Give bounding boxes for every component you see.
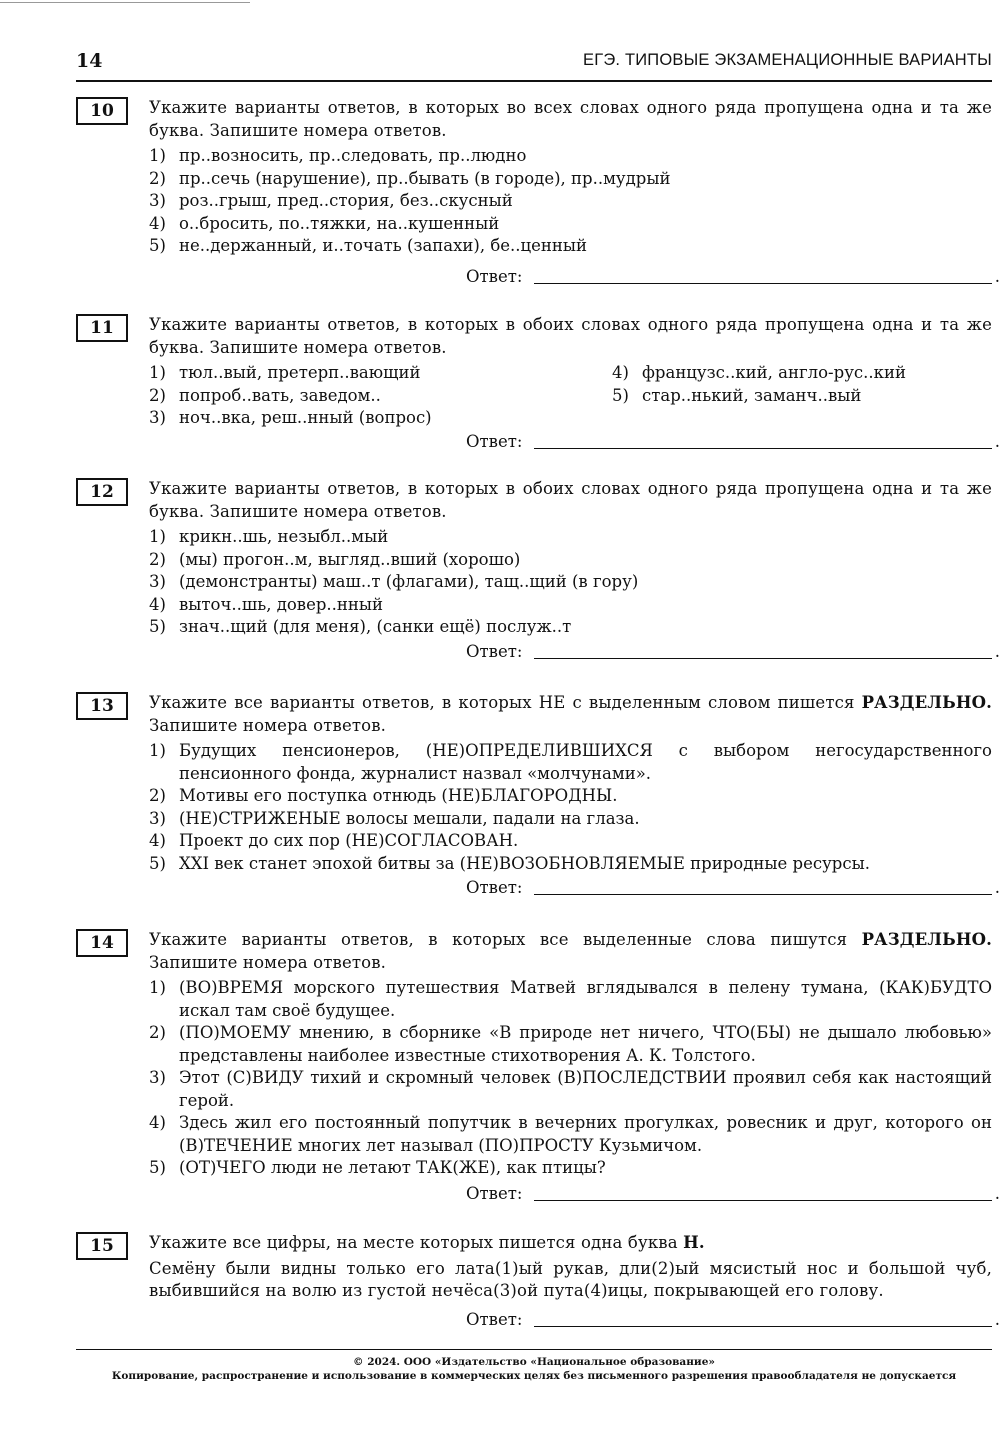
answer-label: Ответ:: [466, 1310, 523, 1329]
task-body: [149, 692, 992, 875]
task-number-box: 13: [76, 692, 128, 720]
answer-option: 5) стар..нький, заманч..вый: [612, 385, 862, 405]
task-text: Семёну были видны только его лата(1)ый рукав, дли(2)ый мясистый нос и большой чуб, выбившийся на волю из густой нечёса(3)ой пута(4)ицы, покрывающей его голову.: [149, 1258, 992, 1300]
footer-divider: [76, 1349, 992, 1350]
task-instruction: Укажите варианты ответов, в которых в обоих словах одного ряда пропущена одна и та же буква. Запишите номера ответов.: [149, 479, 992, 521]
page-header: [76, 50, 992, 82]
answer-option: 4) выточ..шь, довер..нный: [149, 594, 384, 614]
answer-option: 2) (ПО)МОЕМУ мнению, в сборнике «В природе нет ничего, ЧТО(БЫ) не дышало любовью» представлены наиболее известные стихотворения А. К. Толстого.: [149, 1023, 992, 1065]
answer-option: 4) Проект до сих пор (НЕ)СОГЛАСОВАН.: [149, 831, 519, 850]
answer-option: 2) попроб..вать, заведом..: [149, 385, 381, 405]
answer-option: 5) не..держанный, и..точать (запахи), бе..ценный: [149, 236, 588, 255]
task-instruction: Укажите варианты ответов, в которых в обоих словах одного ряда пропущена одна и та же буква. Запишите номера ответов.: [149, 315, 992, 357]
task-instruction: Укажите варианты ответов, в которых все выделенные слова пишутся РАЗДЕЛЬНО. Запишите номера ответов.: [149, 930, 992, 972]
answer-option: 2) пр..сечь (нарушение), пр..бывать (в городе), пр..мудрый: [149, 168, 671, 188]
task-number-box: 12: [76, 478, 128, 506]
page-number: 14: [76, 50, 103, 72]
task-number-box: 14: [76, 929, 128, 957]
answer-field-14[interactable]: Ответ: .: [466, 1184, 1000, 1203]
answer-label: Ответ:: [466, 1184, 523, 1203]
task-instruction: Укажите все цифры, на месте которых пишется одна буква Н.: [149, 1233, 705, 1252]
answer-line[interactable]: [534, 1200, 992, 1201]
answer-option: 3) ноч..вка, реш..нный (вопрос): [149, 408, 432, 427]
answer-option: 2) (мы) прогон..м, выгляд..вший (хорошо): [149, 549, 521, 569]
answer-line[interactable]: [534, 448, 992, 449]
answer-line[interactable]: [534, 658, 992, 659]
answer-field-12[interactable]: Ответ: .: [466, 642, 1000, 661]
scan-artifact-line: [0, 2, 250, 3]
answer-option: 3) Этот (С)ВИДУ тихий и скромный человек (В)ПОСЛЕДСТВИИ проявил себя как настоящий герой.: [149, 1068, 992, 1110]
answer-option: 1) Будущих пенсионеров, (НЕ)ОПРЕДЕЛИВШИХСЯ с выбором негосударственного пенсионного фонда, журналист назвал «молчунами».: [149, 741, 992, 783]
answer-option: 3) (НЕ)СТРИЖЕНЫЕ волосы мешали, падали на глаза.: [149, 808, 640, 828]
answer-line[interactable]: [534, 1326, 992, 1327]
answer-label: Ответ:: [466, 432, 523, 451]
answer-option: 4) французс..кий, англо-рус..кий: [612, 363, 906, 382]
header-title: ЕГЭ. ТИПОВЫЕ ЭКЗАМЕНАЦИОННЫЕ ВАРИАНТЫ: [583, 51, 992, 69]
answer-field-10[interactable]: Ответ: .: [466, 267, 1000, 286]
task-instruction: Укажите все варианты ответов, в которых НЕ с выделенным словом пишется РАЗДЕЛЬНО. Запишите номера ответов.: [149, 693, 992, 735]
answer-option: 2) Мотивы его поступка отнюдь (НЕ)БЛАГОРОДНЫ.: [149, 786, 618, 805]
answer-option: 1) (ВО)ВРЕМЯ морского путешествия Матвей вглядывался в пелену тумана, (КАК)БУДТО искал там своё будущее.: [149, 978, 992, 1020]
answer-field-13[interactable]: Ответ: .: [466, 878, 1000, 897]
task-body: [149, 1232, 992, 1303]
task-body: [149, 314, 992, 430]
answer-option: 4) Здесь жил его постоянный попутчик в вечерних прогулках, ровесник и друг, которого он (В)ТЕЧЕНИЕ многих лет называл (ПО)ПРОСТУ Кузьмичом.: [149, 1113, 992, 1155]
answer-field-11[interactable]: Ответ: .: [466, 432, 1000, 451]
answer-option: 1) пр..возносить, пр..следовать, пр..людно: [149, 146, 527, 165]
answer-option: 1) тюл..вый, претерп..вающий: [149, 363, 421, 382]
task-number-box: 10: [76, 97, 128, 125]
task-body: [149, 97, 992, 258]
answer-option: 3) (демонстранты) маш..т (флагами), тащ..щий (в гору): [149, 572, 639, 591]
answer-option: 3) роз..грыш, пред..стория, без..скусный: [149, 191, 513, 210]
task-number-box: 15: [76, 1232, 128, 1260]
answer-option: 5) знач..щий (для меня), (санки ещё) послуж..т: [149, 617, 572, 636]
answer-option: 1) крикн..шь, незыбл..мый: [149, 527, 389, 546]
answer-option: 5) (ОТ)ЧЕГО люди не летают ТАК(ЖЕ), как птицы?: [149, 1158, 606, 1177]
copyright-notice: Копирование, распространение и использование в коммерческих целях без письменного разрешения правообладателя не допускается: [111, 1370, 957, 1382]
task-number-box: 11: [76, 314, 128, 342]
answer-option: 4) о..бросить, по..тяжки, на..кушенный: [149, 213, 500, 233]
page-footer: [76, 1355, 992, 1383]
answer-option: 5) XXI век станет эпохой битвы за (НЕ)ВОЗОБНОВЛЯЕМЫЕ природные ресурсы.: [149, 853, 870, 873]
copyright-line: © 2024. ООО «Издательство «Национальное образование»: [353, 1356, 715, 1368]
answer-field-15[interactable]: Ответ: .: [466, 1310, 1000, 1329]
task-body: [149, 929, 992, 1180]
answer-line[interactable]: [534, 894, 992, 895]
answer-label: Ответ:: [466, 642, 523, 661]
task-instruction: Укажите варианты ответов, в которых во всех словах одного ряда пропущена одна и та же буква. Запишите номера ответов.: [149, 98, 992, 140]
task-body: [149, 478, 992, 639]
answer-label: Ответ:: [466, 878, 523, 897]
answer-label: Ответ:: [466, 267, 523, 286]
answer-line[interactable]: [534, 283, 992, 284]
